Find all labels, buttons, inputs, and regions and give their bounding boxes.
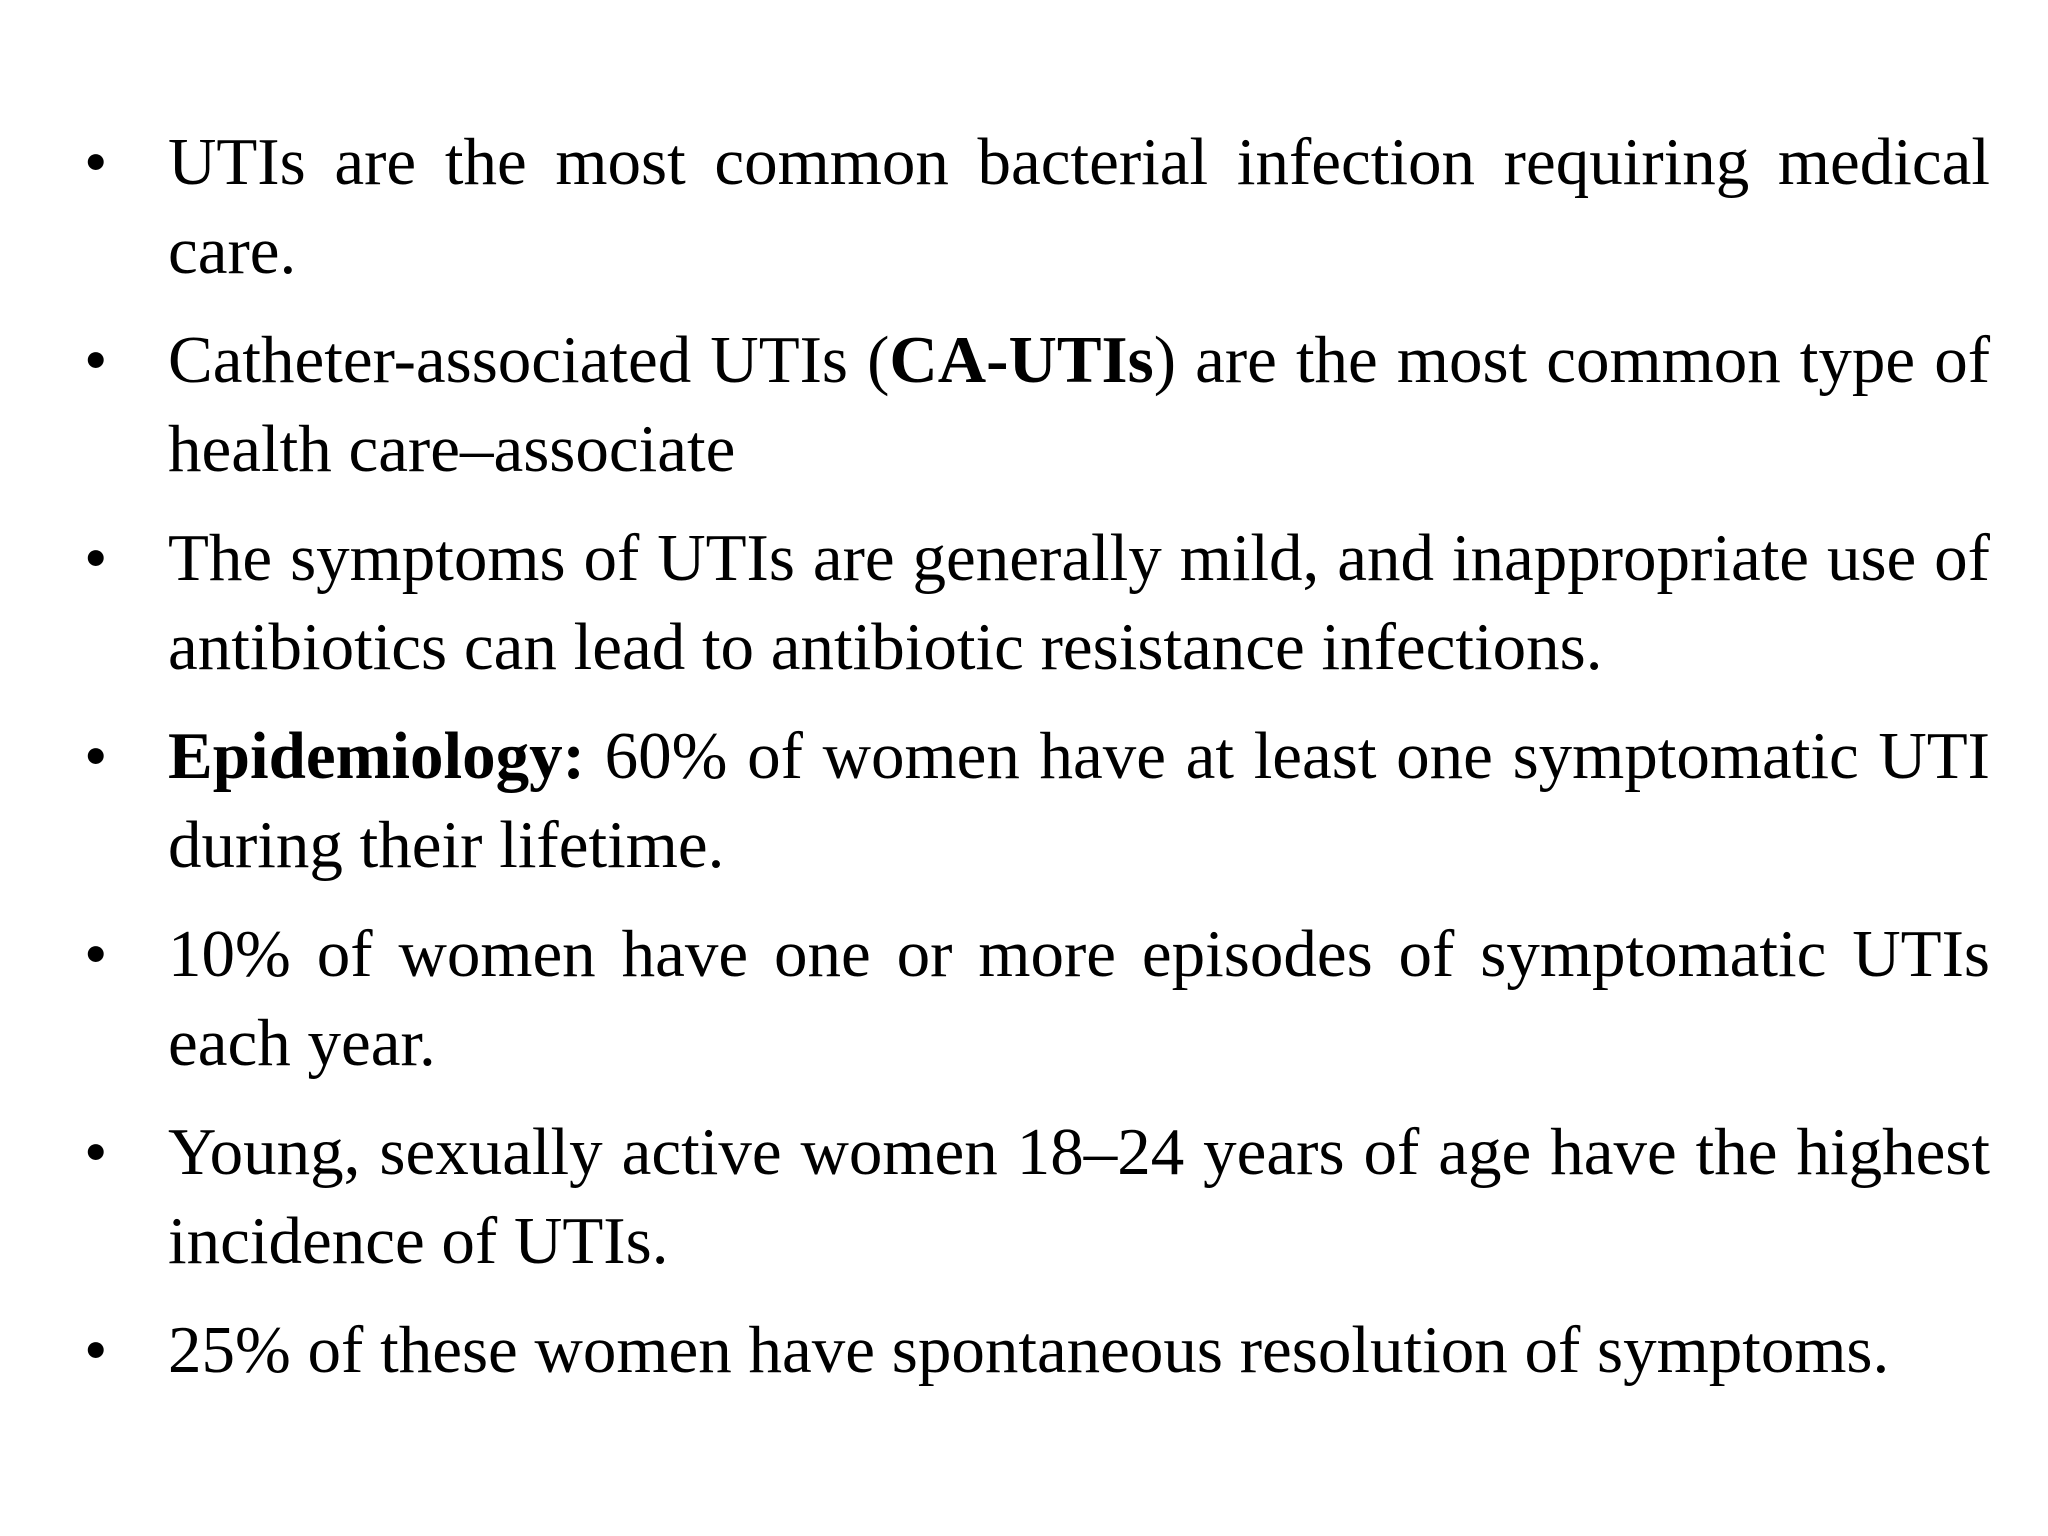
bullet-text-bold: CA-UTIs — [889, 323, 1154, 397]
list-item — [84, 712, 1990, 890]
bullet-text — [168, 910, 1990, 1088]
bullet-text — [168, 1108, 1990, 1286]
bullet-icon: • — [84, 125, 108, 199]
list-item — [84, 514, 1990, 692]
bullet-text — [168, 118, 1990, 296]
list-item — [84, 316, 1990, 494]
list-item — [84, 1306, 1990, 1395]
list-item — [84, 1108, 1990, 1286]
bullet-text-post: 60% of women have at least one symptomatic UTI during their lifetime. — [168, 719, 1990, 882]
bullet-list — [84, 118, 1990, 1415]
bullet-icon: • — [84, 719, 108, 793]
bullet-icon: • — [84, 1115, 108, 1189]
bullet-text — [168, 712, 1990, 890]
bullet-icon: • — [84, 1313, 108, 1387]
bullet-text — [168, 514, 1990, 692]
list-item — [84, 910, 1990, 1088]
bullet-text-post: ) are the most common type of health care–associate — [168, 323, 1990, 486]
bullet-text-content: 10% of women have one or more episodes of symptomatic UTIs each year. — [168, 917, 1990, 1080]
bullet-text-bold: Epidemiology: — [168, 719, 585, 793]
bullet-text-content: 25% of these women have spontaneous resolution of symptoms. — [168, 1313, 1890, 1387]
bullet-icon: • — [84, 521, 108, 595]
bullet-text-content: UTIs are the most common bacterial infection requiring medical care. — [168, 125, 1990, 288]
bullet-text-content: Young, sexually active women 18–24 years of age have the highest incidence of UTIs. — [168, 1115, 1990, 1278]
bullet-text — [168, 316, 1990, 494]
bullet-text-pre: Catheter-associated UTIs ( — [168, 323, 890, 397]
bullet-text-content: The symptoms of UTIs are generally mild, and inappropriate use of antibiotics can lead to antibiotic resistance infections. — [168, 521, 1990, 684]
bullet-icon: • — [84, 917, 108, 991]
bullet-text — [168, 1306, 1990, 1395]
bullet-icon: • — [84, 323, 108, 397]
list-item — [84, 118, 1990, 296]
